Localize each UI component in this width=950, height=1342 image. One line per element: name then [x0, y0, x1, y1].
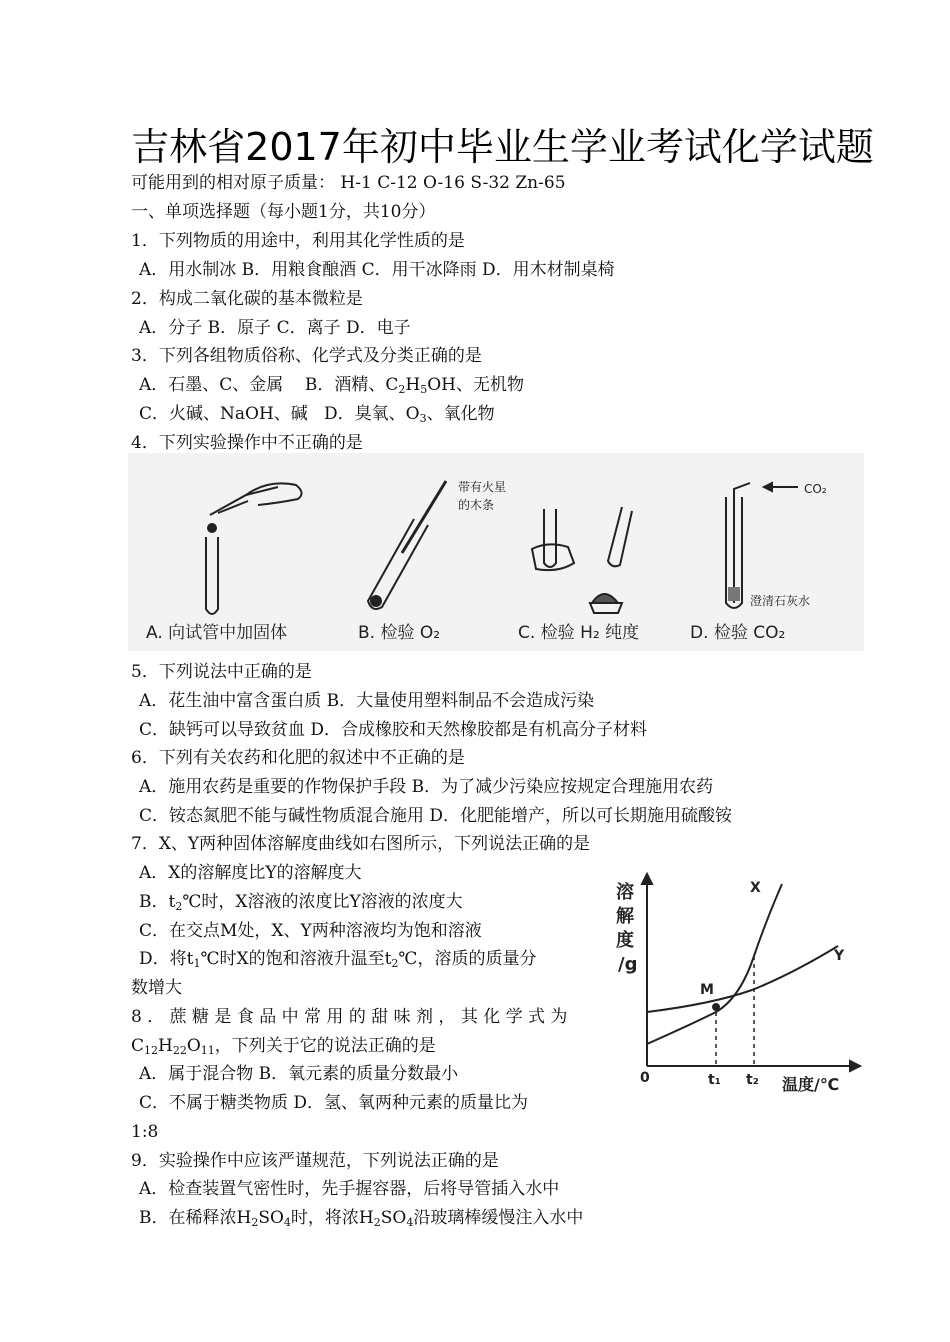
q5-options-cd: C．缺钙可以导致贫血 D．合成橡胶和天然橡胶都是有机高分子材料 — [139, 720, 648, 740]
q1-stem: 1．下列物质的用途中，利用其化学性质的是 — [131, 231, 465, 251]
q3-options-ab — [139, 374, 524, 396]
q3-option-b: B．酒精、$C_2H_5OH$、无机物 — [304, 375, 525, 396]
q7-option-b: B．$t_2℃$时，X溶液的浓度比Y溶液的浓度大 — [139, 892, 463, 913]
q9-stem: 9．实验操作中应该严谨规范，下列说法正确的是 — [131, 1151, 499, 1171]
y-axis-label-4: /g — [618, 954, 638, 975]
y-axis-label-3: 度 — [616, 930, 634, 951]
q8-option-cont: 1:8 — [131, 1122, 159, 1142]
label-limewater: 澄清石灰水 — [750, 594, 811, 608]
fig-caption-b: B. 检验 O₂ — [358, 623, 441, 643]
q7-option-d-cont: 数增大 — [131, 978, 182, 998]
fig-caption-d: D. 检验 CO₂ — [690, 623, 786, 643]
atomic-mass-line: 可能用到的相对原子质量： H-1 C-12 O-16 S-32 Zn-65 — [131, 173, 566, 193]
q9-option-a: A．检查装置气密性时，先手握容器，后将导管插入水中 — [139, 1179, 560, 1199]
q6-options-cd: C．铵态氮肥不能与碱性物质混合施用 D．化肥能增产，所以可长期施用硫酸铵 — [139, 806, 733, 826]
q8-stem-1: 8．蔗糖是食品中常用的甜味剂，其化学式为 — [131, 1007, 573, 1027]
section-heading: 一、单项选择题（每小题1分，共10分） — [131, 202, 436, 222]
q3-stem: 3．下列各组物质俗称、化学式及分类正确的是 — [131, 346, 482, 366]
y-axis-label-2: 解 — [616, 906, 634, 927]
q5-options-ab: A．花生油中富含蛋白质 B．大量使用塑料制品不会造成污染 — [139, 691, 595, 711]
q5-stem: 5．下列说法中正确的是 — [131, 662, 312, 682]
q8-stem-2: $C_{12}H_{22}O_{11}$，下列关于它的说法正确的是 — [131, 1036, 436, 1057]
q8-options-ab: A．属于混合物 B．氧元素的质量分数最小 — [139, 1064, 459, 1084]
q3-option-a: A．石墨、C、金属 — [139, 375, 284, 395]
solubility-curve-figure — [612, 866, 864, 1102]
q3-option-d: D．臭氧、$O_3$、氧化物 — [324, 404, 495, 425]
q6-options-ab: A．施用农药是重要的作物保护手段 B．为了减少污染应按规定合理施用农药 — [139, 777, 714, 797]
q7-option-d: D．将$t_1℃$时X的饱和溶液升温至$t_2℃$，溶质的质量分 — [139, 949, 537, 970]
q4-stem: 4．下列实验操作中不正确的是 — [131, 433, 363, 453]
t1-label: t₁ — [708, 1072, 721, 1088]
q4-experiment-figure — [128, 453, 864, 651]
q8-options-cd: C．不属于糖类物质 D．氢、氧两种元素的质量比为 — [139, 1093, 529, 1113]
q2-stem: 2．构成二氧化碳的基本微粒是 — [131, 289, 363, 309]
page-title: 吉林省2017年初中毕业生学业考试化学试题 — [131, 125, 874, 169]
curve-y-label: Y — [834, 948, 845, 964]
q7-stem: 7．X、Y两种固体溶解度曲线如右图所示，下列说法正确的是 — [131, 834, 591, 854]
point-m-label: M — [700, 982, 714, 998]
intersection-point — [712, 1003, 720, 1011]
curve-y — [647, 946, 838, 1012]
q2-options: A．分子 B．原子 C．离子 D．电子 — [139, 318, 411, 338]
label-co2: CO₂ — [804, 482, 827, 496]
t2-label: t₂ — [746, 1072, 759, 1088]
q3-option-c: C．火碱、NaOH、碱 — [139, 404, 308, 424]
x-axis-label: 温度/℃ — [782, 1075, 840, 1094]
fig-caption-a: A. 向试管中加固体 — [146, 623, 288, 643]
q9-option-b: B．在稀释浓$H_2SO_4$时，将浓$H_2SO_4$沿玻璃棒缓慢注入水中 — [139, 1208, 584, 1229]
y-axis-label-1: 溶 — [616, 882, 634, 903]
curve-x — [647, 884, 782, 1044]
q7-option-c: C．在交点M处，X、Y两种溶液均为饱和溶液 — [139, 921, 482, 941]
label-glowing-splint-2: 的木条 — [458, 498, 495, 512]
q3-options-cd — [139, 403, 495, 425]
fig-caption-c: C. 检验 H₂ 纯度 — [518, 623, 640, 643]
q1-options: A．用水制冰 B．用粮食酿酒 C．用干冰降雨 D．用木材制桌椅 — [139, 260, 615, 280]
origin-label: 0 — [640, 1070, 650, 1086]
q6-stem: 6．下列有关农药和化肥的叙述中不正确的是 — [131, 748, 465, 768]
label-glowing-splint-1: 带有火星 — [458, 480, 507, 494]
q7-option-a: A．X的溶解度比Y的溶解度大 — [139, 863, 362, 883]
curve-x-label: X — [750, 880, 761, 896]
